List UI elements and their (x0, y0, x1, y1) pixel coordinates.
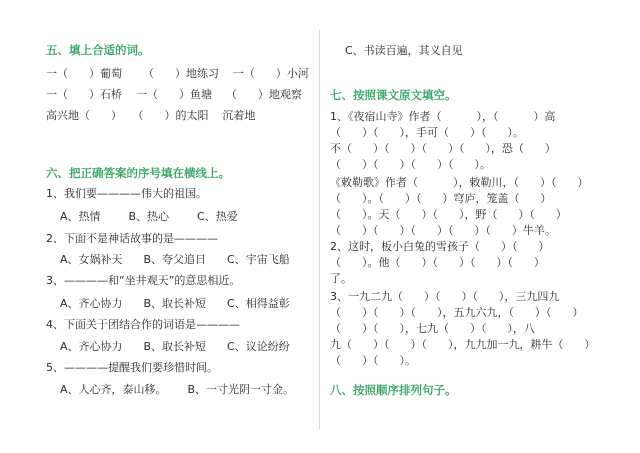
s6-q4: 4、下面关于团结合作的词语是———— (46, 318, 240, 331)
s6-q1: 1、我们要————伟大的祖国。 (46, 187, 207, 200)
s6-q3: 3、————和“坐井观天”的意思相近。 (46, 274, 241, 287)
s7-q2-line-4: （ ）（ ）（ ）（ ）（ ）牛羊。 (330, 224, 556, 237)
s7-q3-line-2: （ ）。他（ ）（ ）（ ）（ ） (330, 256, 545, 269)
s7-q4-line-5: （ ）（ ）。 (330, 354, 416, 367)
s6-q5-option-c: C、书读百遍，其义自见 (345, 44, 463, 57)
s7-q2-line-1: 《敕勒歌》作者（ ），敕勒川，（ ）（ ） (330, 176, 589, 189)
s7-q4-line-3: （ ）（ ），七九（ ）（ ），八 (330, 322, 535, 335)
s7-q2-line-2: （ ）。（ ）（ ）穹庐，笼盖（ ） (330, 192, 552, 205)
section6-title: 六、把正确答案的序号填在横线上。 (46, 166, 230, 180)
section5-line-1: 一（ ）葡萄 （ ）地练习 一（ ）小河 (46, 67, 309, 80)
s7-q1-line-3: 不（ ）（ ）（ ）（ ），恐（ ） (330, 142, 556, 155)
s6-q5-options: A、人心齐，泰山移。 B、一寸光阴一寸金。 (60, 383, 295, 396)
section7-title: 七、按照课文原文填空。 (330, 88, 457, 102)
s6-q5: 5、————提醒我们要珍惜时间。 (46, 361, 218, 374)
section5-line-3: 高兴地（ ） （ ）的太阳 沉着地 (46, 109, 256, 122)
s7-q3-line-1: 2、这时，板小白兔的雪孩子（ ）（ ） (330, 240, 550, 253)
column-divider (319, 30, 320, 430)
s7-q1-line-2: （ ）（ ），手可（ ）（ ）。 (330, 126, 524, 139)
section5-title: 五、填上合适的词。 (46, 43, 150, 57)
s6-q3-options: A、齐心协力 B、取长补短 C、相得益彰 (60, 297, 290, 310)
s6-q1-options: A、热情 B、热心 C、热爱 (60, 210, 238, 223)
s7-q2-line-3: （ ）。天（ ）（ ），野（ ）（ ） (330, 208, 567, 221)
section8-title: 八、按照顺序排列句子。 (330, 383, 457, 397)
s7-q4-line-4: 九（ ）（ ）（ ），九九加一九，耕牛（ ） (330, 338, 596, 351)
s6-q2: 2、下面不是神话故事的是———— (46, 232, 218, 245)
s6-q4-options: A、齐心协力 B、取长补短 C、议论纷纷 (60, 340, 290, 353)
s6-q2-options: A、女娲补天 B、夸父追日 C、宇宙飞船 (60, 253, 290, 266)
section5-line-2: 一（ ）石桥 一（ ）鱼塘 （ ）地观察 (46, 88, 302, 101)
s7-q4-line-1: 3、一九二九（ ）（ ）（ ），三九四九 (330, 290, 560, 303)
s7-q1-line-1: 1、《夜宿山寺》作者（ ），（ ）高 (330, 110, 556, 123)
s7-q4-line-2: （ ）（ ）（ ），五九六九，（ ）（ ） (330, 306, 584, 319)
s7-q1-line-4: （ ）（ ）（ ）（ ）。 (330, 158, 491, 171)
s7-q3-line-3: 了。 (330, 272, 352, 285)
